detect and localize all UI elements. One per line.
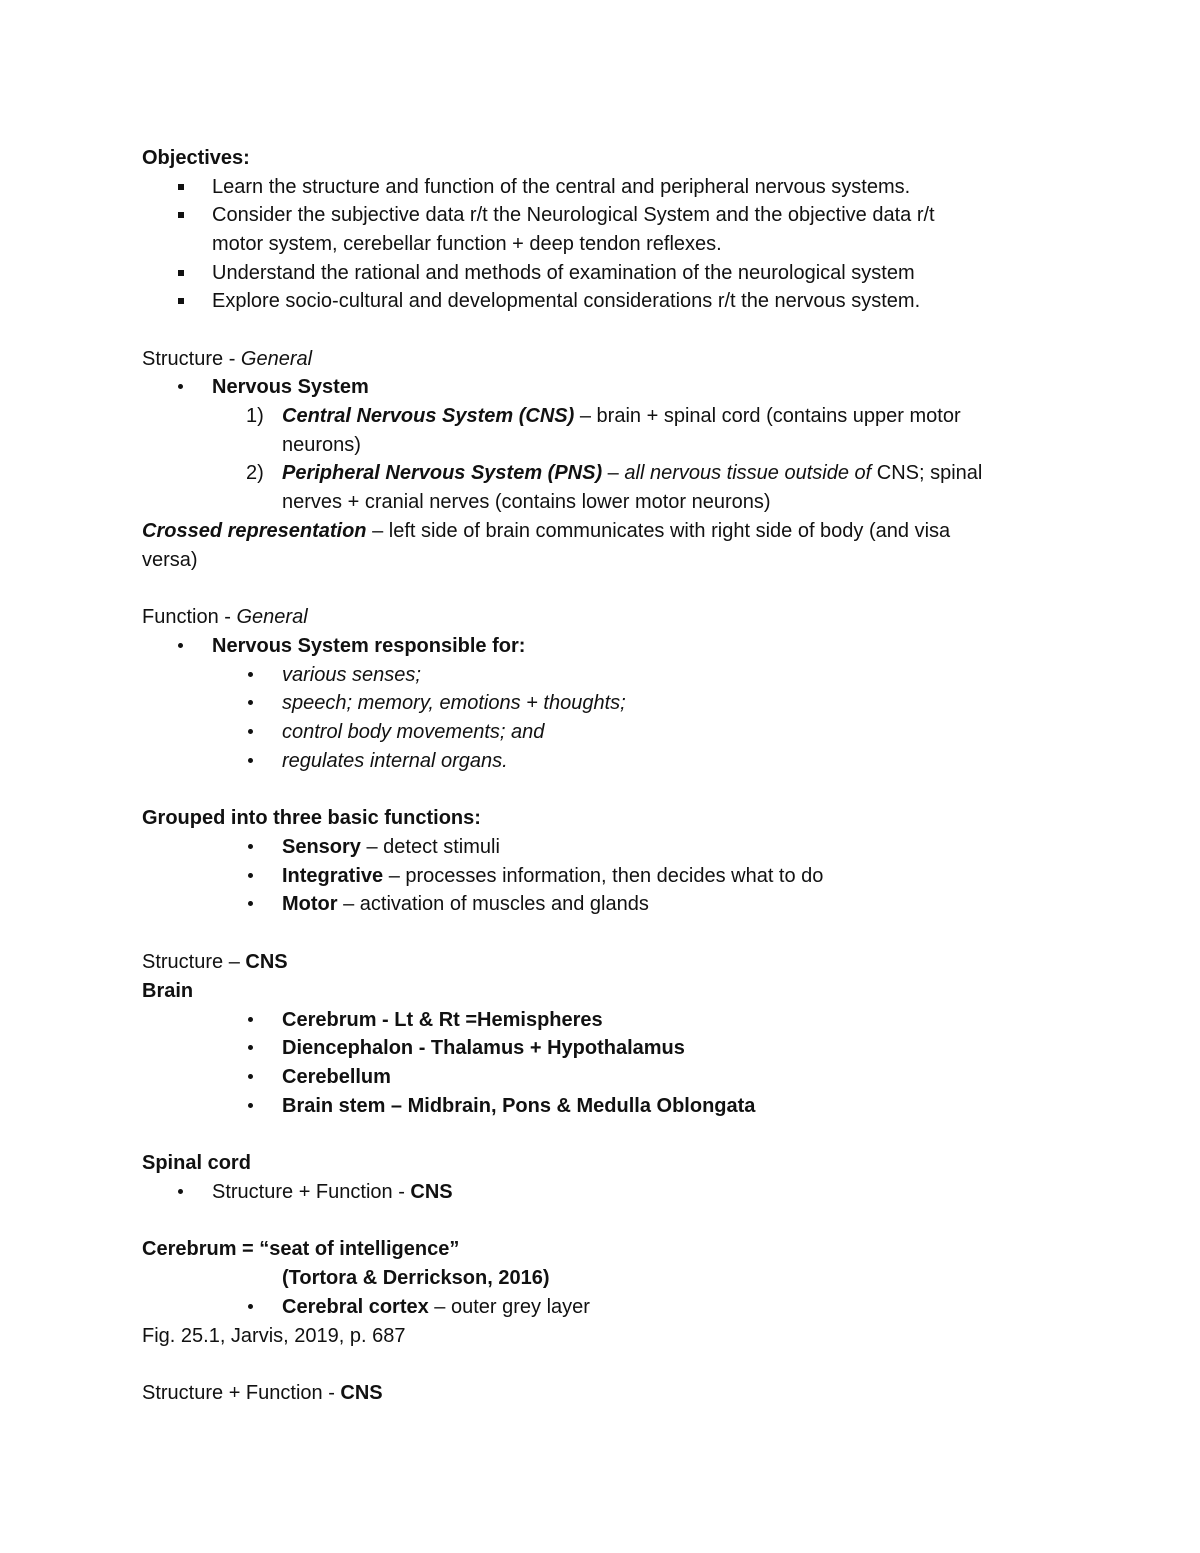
function-item: regulates internal organs. [282, 750, 508, 772]
bullet-icon [178, 384, 183, 389]
brain-heading: Brain [142, 980, 194, 1002]
grouped-def: – processes information, then decides what to do [383, 865, 824, 887]
heading-text: Structure – [142, 951, 246, 973]
brain-part-term: Cerebellum [282, 1066, 391, 1088]
grouped-term: Sensory [282, 836, 361, 858]
square-bullet-icon [178, 212, 184, 218]
bullet-icon [248, 758, 253, 763]
objectives-heading: Objectives: [142, 147, 250, 169]
objective-item-continued: motor system, cerebellar function + deep tendon reflexes. [212, 233, 722, 255]
cns-def: – brain + spinal cord (contains upper motor [574, 405, 961, 427]
nervous-system-bullet: Nervous System [212, 376, 369, 398]
grouped-term: Motor [282, 893, 338, 915]
grouped-item [282, 892, 649, 916]
heading-text: Structure - [142, 348, 241, 370]
brain-part-term: Diencephalon [282, 1037, 414, 1059]
function-item: control body movements; and [282, 721, 545, 743]
figure-reference: Fig. 25.1, Jarvis, 2019, p. 687 [142, 1325, 406, 1347]
spinal-cord-heading: Spinal cord [142, 1152, 251, 1174]
cns-definition [282, 404, 961, 428]
crossed-representation [142, 519, 950, 543]
cortex-term: Cerebral cortex [282, 1296, 429, 1318]
crossed-term: Crossed representation [142, 520, 367, 542]
responsible-for-bullet: Nervous System responsible for: [212, 635, 526, 657]
crossed-def: – left side of brain communicates with right side of body (and visa [366, 520, 951, 542]
cerebrum-heading: Cerebrum = “seat of intelligence” [142, 1238, 460, 1260]
brain-part [282, 1008, 603, 1032]
bullet-icon [248, 1304, 253, 1309]
brain-part-term: Brain stem [282, 1095, 386, 1117]
pns-definition-continued: nerves + cranial nerves (contains lower motor neurons) [282, 491, 771, 513]
function-item: various senses; [282, 664, 421, 686]
brain-part [282, 1036, 685, 1060]
pns-term: Peripheral Nervous System (PNS) [282, 462, 603, 484]
function-general-heading [142, 605, 308, 629]
crossed-representation-continued: versa) [142, 549, 198, 571]
grouped-term: Integrative [282, 865, 384, 887]
cortex-def: – outer grey layer [428, 1296, 590, 1318]
objective-item: Explore socio-cultural and developmental considerations r/t the nervous system. [212, 290, 921, 312]
cns-term: Central Nervous System (CNS) [282, 405, 575, 427]
grouped-def: – detect stimuli [360, 836, 500, 858]
square-bullet-icon [178, 298, 184, 304]
pns-def: CNS; spinal [871, 462, 983, 484]
heading-text: Structure + Function - [142, 1382, 341, 1404]
heading-bold: CNS [245, 951, 288, 973]
bullet-icon [248, 901, 253, 906]
list-number: 1) [246, 405, 264, 427]
heading-em: General [236, 606, 308, 628]
grouped-def: – activation of muscles and glands [337, 893, 649, 915]
bullet-icon [248, 1017, 253, 1022]
structure-general-heading [142, 347, 312, 371]
spinal-bullet-text: Structure + Function - [212, 1181, 411, 1203]
bullet-icon [248, 1103, 253, 1108]
bullet-icon [248, 672, 253, 677]
structure-cns-heading [142, 950, 288, 974]
square-bullet-icon [178, 184, 184, 190]
bullet-icon [248, 844, 253, 849]
bullet-icon [248, 1074, 253, 1079]
bullet-icon [248, 729, 253, 734]
grouped-item [282, 835, 500, 859]
structure-function-heading [142, 1381, 383, 1405]
brain-part-detail: Lt & Rt =Hemispheres [394, 1009, 603, 1031]
list-number: 2) [246, 462, 264, 484]
pns-dash: – [602, 462, 625, 484]
grouped-heading: Grouped into three basic functions: [142, 807, 481, 829]
brain-part [282, 1065, 391, 1089]
spinal-bullet-bold: CNS [410, 1181, 453, 1203]
grouped-item [282, 864, 823, 888]
brain-part-sep: – [385, 1095, 408, 1117]
bullet-icon [178, 1189, 183, 1194]
bullet-icon [248, 700, 253, 705]
spinal-bullet [212, 1180, 453, 1204]
brain-part [282, 1094, 755, 1118]
bullet-icon [178, 643, 183, 648]
objective-item: Understand the rational and methods of examination of the neurological system [212, 262, 915, 284]
heading-em: General [240, 348, 313, 370]
pns-definition [282, 461, 982, 485]
brain-part-sep: - [413, 1037, 431, 1059]
heading-text: Function - [142, 606, 237, 628]
brain-part-term: Cerebrum [282, 1009, 377, 1031]
citation: (Tortora & Derrickson, 2016) [282, 1267, 550, 1289]
bullet-icon [248, 1045, 253, 1050]
brain-part-detail: Midbrain, Pons & Medulla Oblongata [407, 1095, 756, 1117]
cns-definition-continued: neurons) [282, 434, 361, 456]
square-bullet-icon [178, 270, 184, 276]
function-item: speech; memory, emotions + thoughts; [282, 692, 626, 714]
bullet-icon [248, 873, 253, 878]
objective-item: Consider the subjective data r/t the Neurological System and the objective data r/t [212, 204, 935, 226]
heading-bold: CNS [340, 1382, 383, 1404]
brain-part-detail: Thalamus + Hypothalamus [430, 1037, 685, 1059]
pns-italic: all nervous tissue outside of [624, 462, 872, 484]
objective-item: Learn the structure and function of the central and peripheral nervous systems. [212, 176, 911, 198]
cerebral-cortex [282, 1295, 590, 1319]
brain-part-sep: - [376, 1009, 395, 1031]
